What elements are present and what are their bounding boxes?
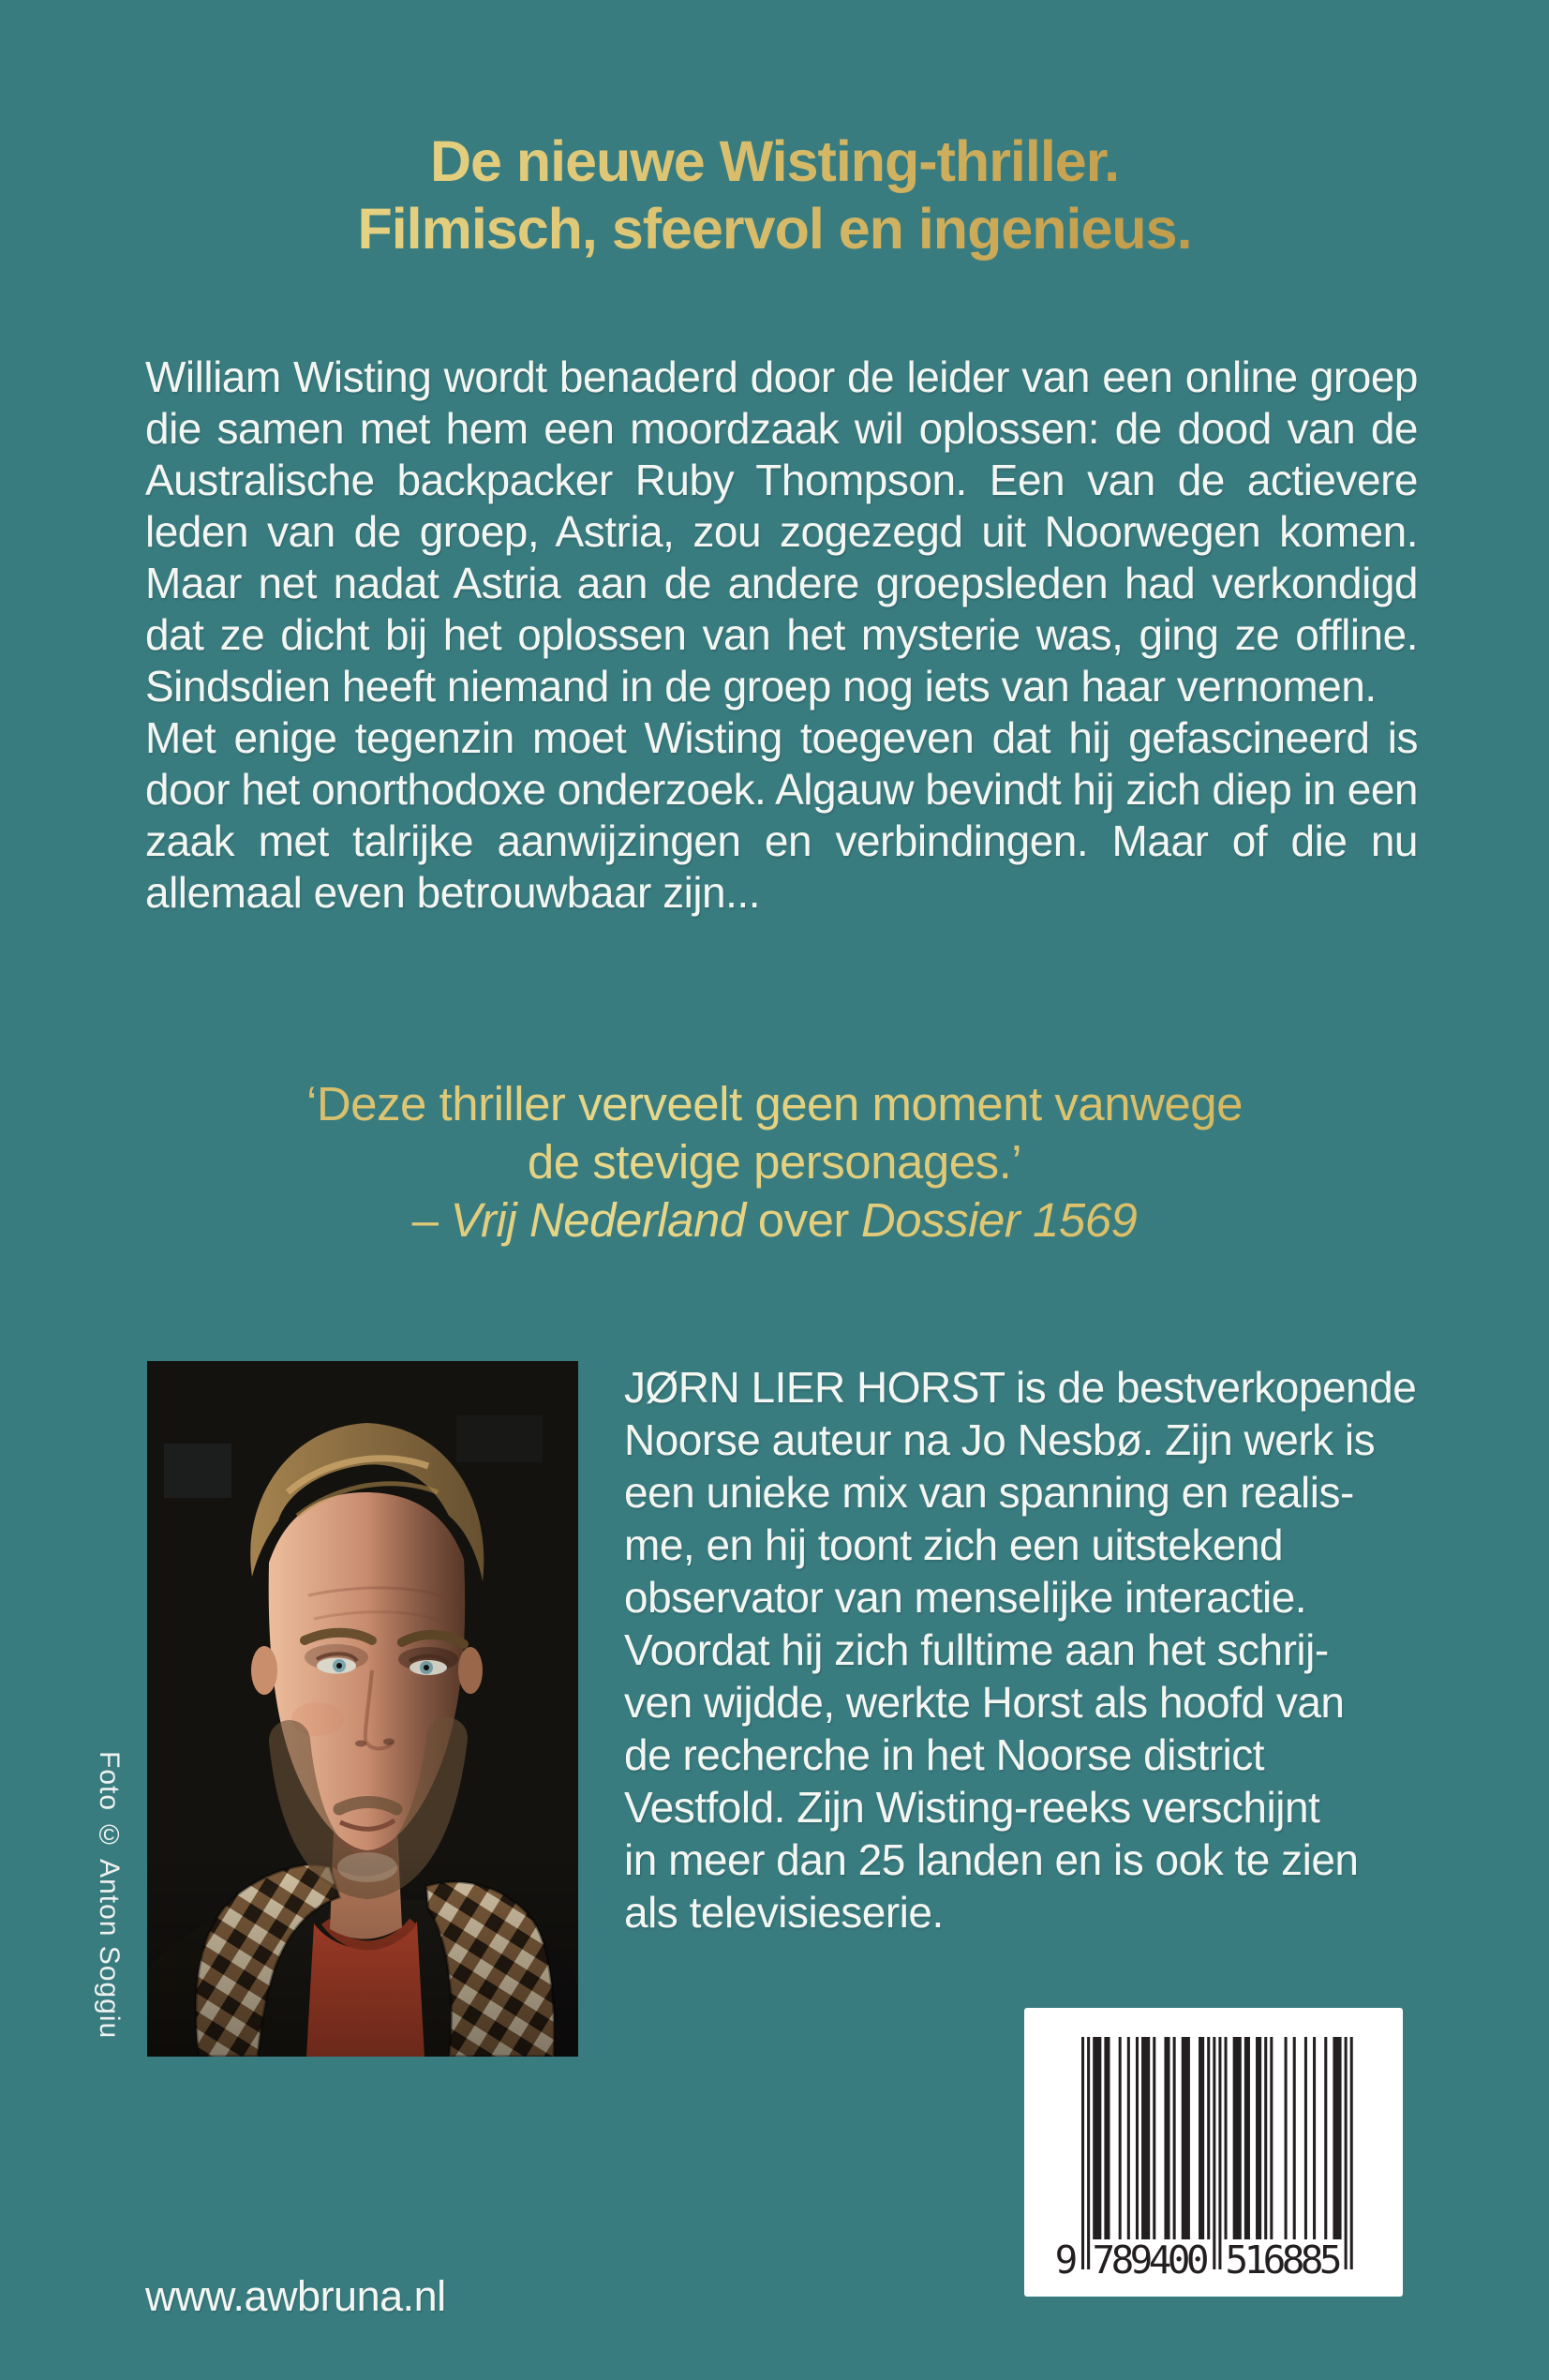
- bio-line: JØRN LIER HORST is de bestverkopende: [624, 1363, 1417, 1412]
- publisher-website-url: www.awbruna.nl: [145, 2272, 446, 2320]
- headline-tagline: [0, 127, 1549, 262]
- photo-vignette: [147, 1361, 578, 2057]
- bio-line: me, en hij toont zich een uitstekend: [624, 1520, 1284, 1569]
- author-portrait-graphic: [147, 1361, 578, 2057]
- referenced-book-title: Dossier 1569: [860, 1193, 1138, 1247]
- bio-line: observator van menselijke interactie.: [624, 1573, 1307, 1622]
- barcode-digit-first: 9: [1054, 2238, 1079, 2283]
- bio-line: in meer dan 25 landen en is ook te zien: [624, 1835, 1359, 1884]
- attribution-dash: –: [411, 1193, 439, 1247]
- bio-line: Vestfold. Zijn Wisting-reeks verschijnt: [624, 1783, 1320, 1832]
- author-photo: [147, 1361, 578, 2057]
- review-quote: [0, 1075, 1549, 1250]
- tagline-line-1: De nieuwe Wisting-thriller.: [429, 129, 1120, 193]
- barcode-digits-right: 516885: [1225, 2238, 1343, 2283]
- barcode-bars: [1081, 2037, 1353, 2269]
- tagline-line-2: Filmisch, sfeervol en ingenieus.: [357, 197, 1192, 261]
- quote-line-2: de stevige personages.’: [527, 1135, 1022, 1189]
- author-bio: [624, 1361, 1439, 1938]
- bio-line: de recherche in het Noorse district: [624, 1730, 1265, 1779]
- review-source-name: Vrij Nederland: [450, 1193, 746, 1247]
- quote-line-1: ‘Deze thriller verveelt geen moment vanwege: [306, 1077, 1243, 1130]
- synopsis-paragraph-2: Met enige tegenzin moet Wisting toegeven dat hij gefascineerd is door het onorthodoxe onderzoek. Algauw bevindt hij zich diep in een zaak met talrijke aanwijzingen en verbindingen. Maar of die nu allemaal even betrouwbaar zijn...: [145, 713, 1418, 917]
- isbn-barcode: [1024, 2008, 1403, 2297]
- photo-credit: Foto © Anton Soggiu: [94, 1751, 125, 2040]
- synopsis: [145, 352, 1418, 919]
- bio-line: Noorse auteur na Jo Nesbø. Zijn werk is: [624, 1415, 1376, 1464]
- barcode-graphic: [1024, 2008, 1403, 2297]
- attribution-over-word: over: [757, 1193, 849, 1247]
- bio-line: een unieke mix van spanning en realis-: [624, 1468, 1354, 1517]
- quote-attribution: [0, 1191, 1549, 1250]
- bio-line: als televisieserie.: [624, 1888, 944, 1937]
- bio-line: ven wijdde, werkte Horst als hoofd van: [624, 1678, 1345, 1727]
- bio-line: Voordat hij zich fulltime aan het schrij-: [624, 1625, 1329, 1674]
- barcode-digits-left: 789400: [1092, 2238, 1210, 2283]
- synopsis-paragraph-1: William Wisting wordt benaderd door de leider van een online groep die samen met hem een moordzaak wil oplossen: de dood van de Australische backpacker Ruby Thompson. Een van de actievere leden van de groep, Astria, zou zogezegd uit Noorwegen komen. Maar net nadat Astria aan de andere groepsleden had verkondigd dat ze dicht bij het oplossen van het mysterie was, ging ze offline. Sindsdien heeft niemand in de groep nog iets van haar vernomen.: [145, 352, 1418, 711]
